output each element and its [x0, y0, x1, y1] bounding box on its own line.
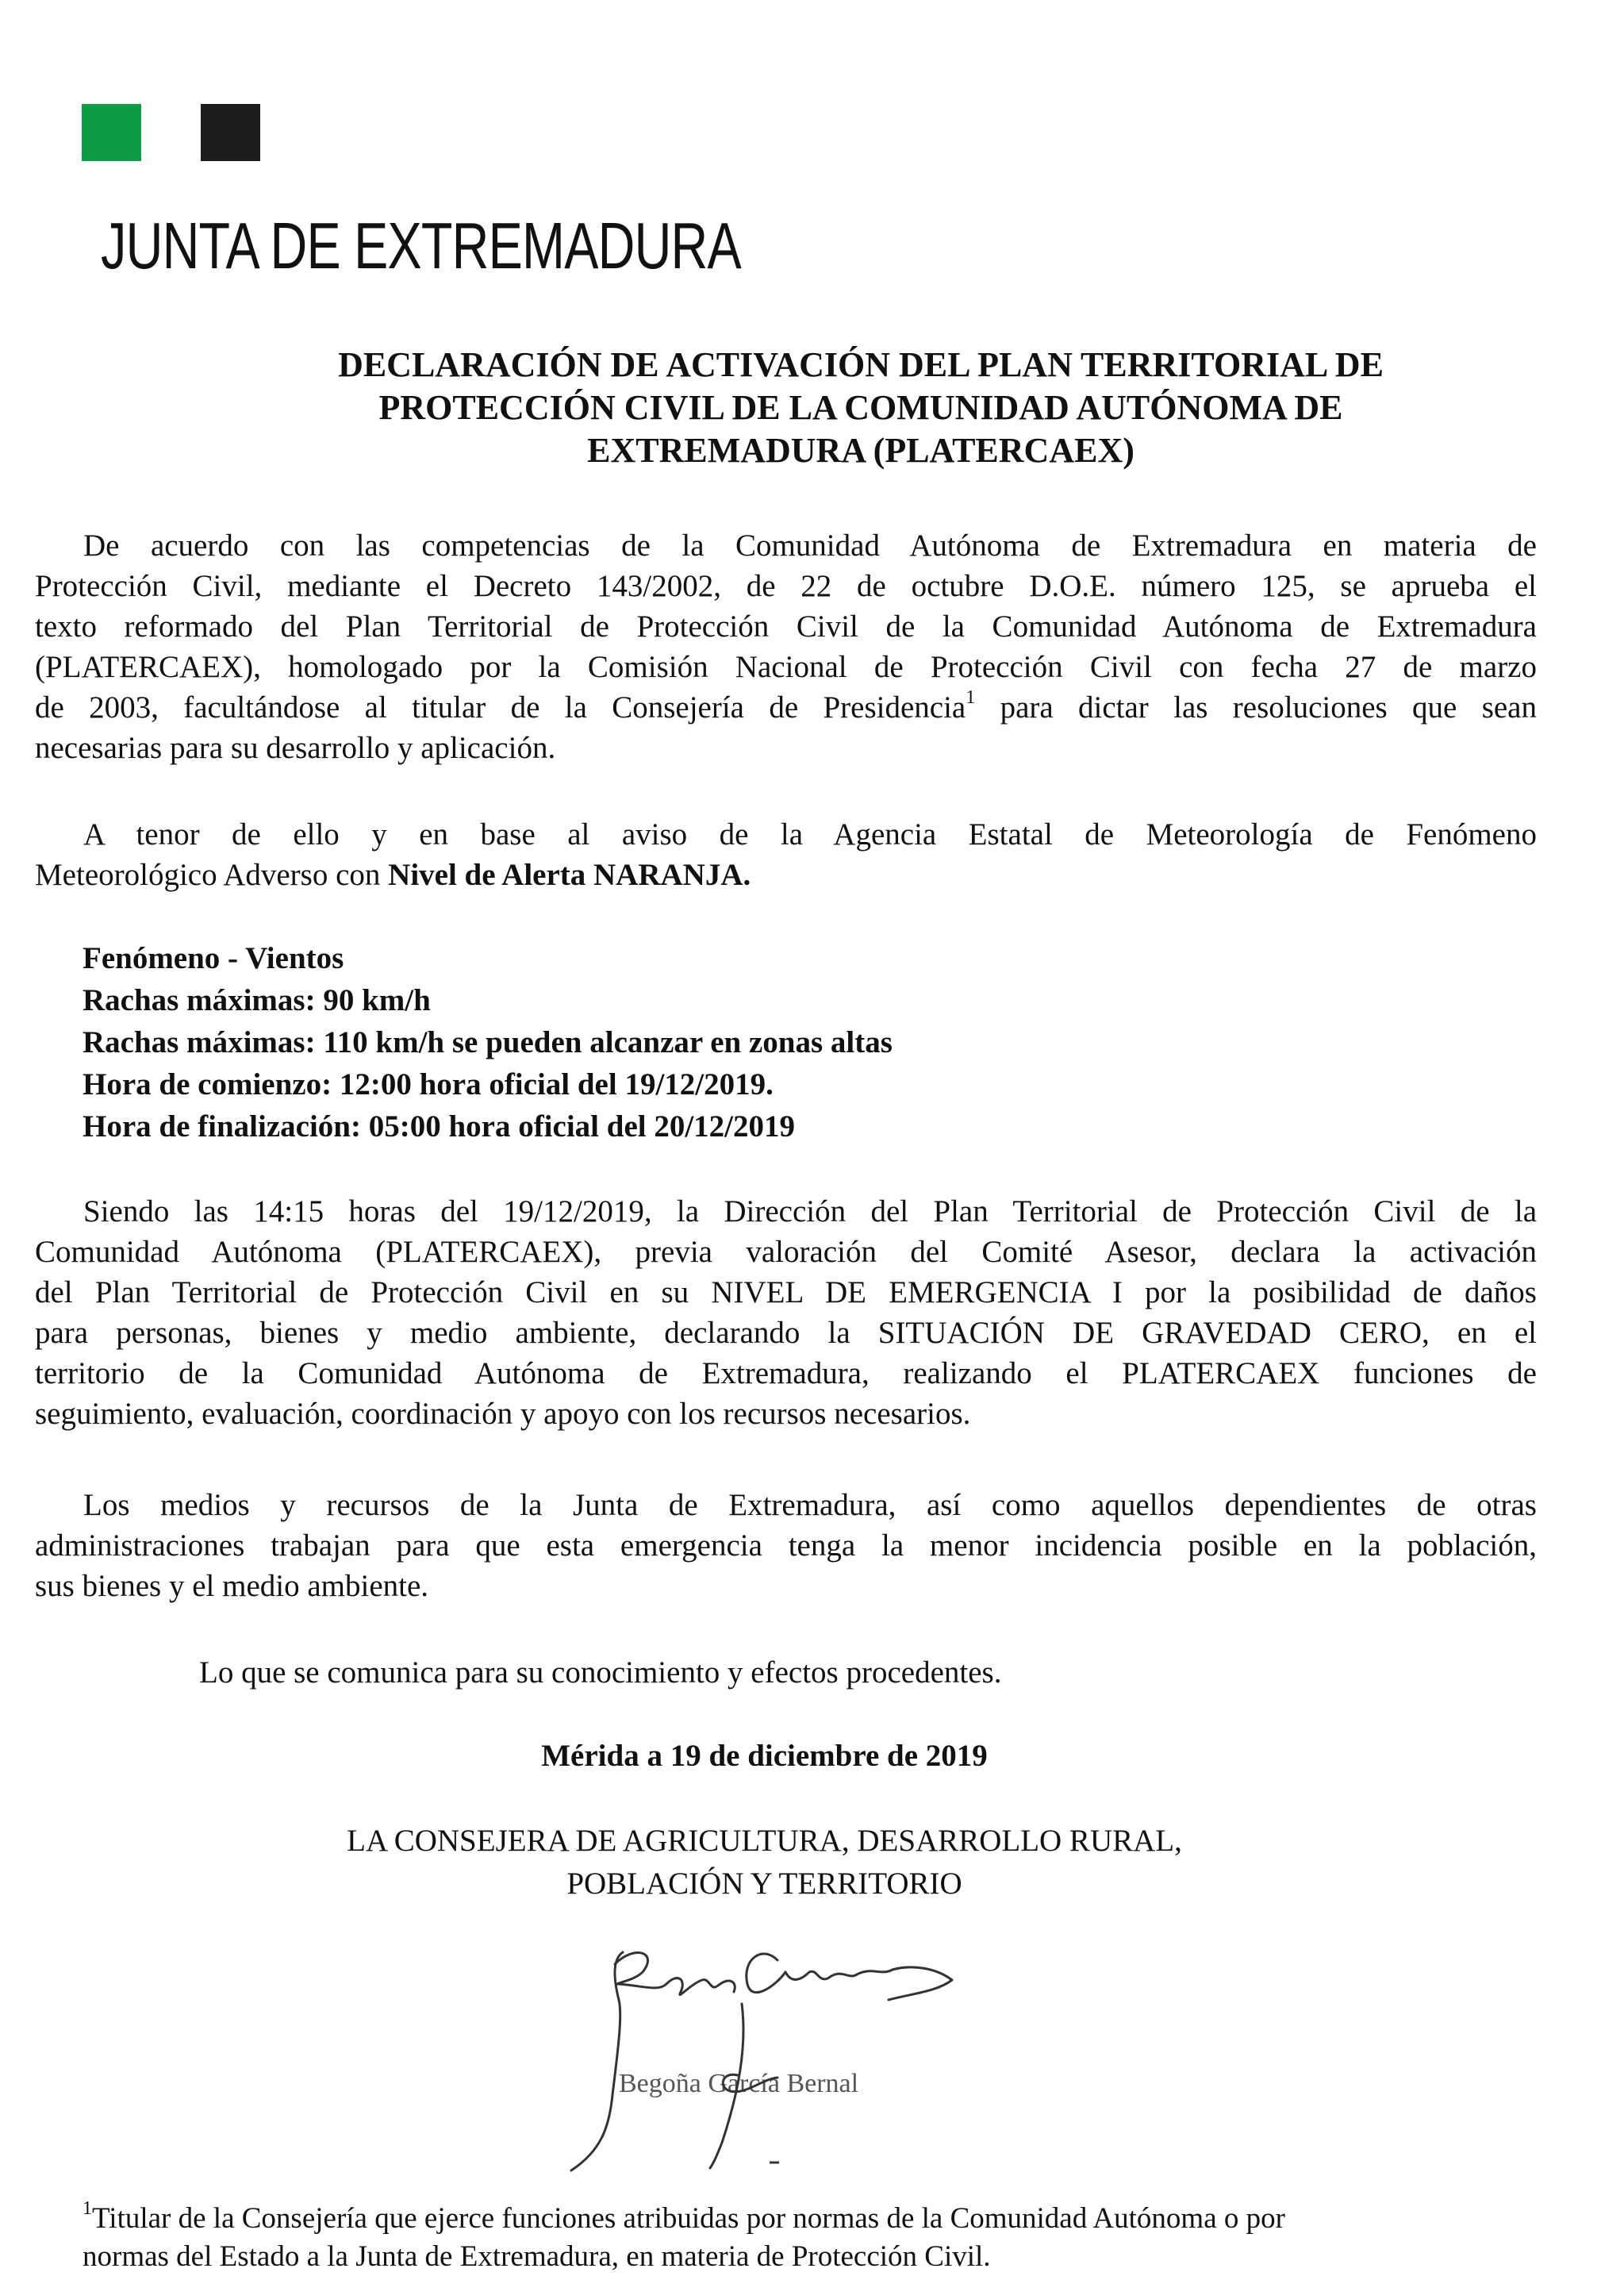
alert-item: Rachas máximas: 110 km/h se pueden alcanzar en zonas altas: [83, 1025, 893, 1059]
paragraph-line: [35, 687, 1537, 728]
logo-black-square: [201, 104, 260, 161]
signer-stamp-name: Begoña García Bernal: [619, 2069, 859, 2098]
signature-stroke: [889, 1967, 952, 2000]
footnote-ref: 1: [966, 687, 976, 708]
footnote: [83, 2197, 1495, 2276]
paragraph-line: A tenor de ello y en base al aviso de la Agencia Estatal de Meteorología de Fenómeno: [83, 817, 1537, 852]
paragraph-1: [35, 525, 1537, 768]
logo-green-square: [82, 104, 141, 161]
handwritten-signature: [539, 1936, 984, 2174]
signer-title-line: POBLACIÓN Y TERRITORIO: [566, 1867, 962, 1901]
place-date: Mérida a 19 de diciembre de 2019: [541, 1739, 988, 1773]
footnote-mark: 1: [83, 2197, 92, 2219]
paragraph-line: para personas, bienes y medio ambiente, declarando la SITUACIÓN DE GRAVEDAD CERO, en el: [35, 1316, 1537, 1350]
paragraph-line: del Plan Territorial de Protección Civil en su NIVEL DE EMERGENCIA I por la posibilidad de daños: [35, 1275, 1537, 1309]
signature-stroke: [747, 1954, 785, 1993]
alert-item: Rachas máximas: 90 km/h: [83, 983, 431, 1017]
paragraph-line: administraciones trabajan para que esta emergencia tenga la menor incidencia posible en la población,: [35, 1528, 1537, 1563]
paragraph-line: De acuerdo con las competencias de la Comunidad Autónoma de Extremadura en materia de: [83, 529, 1537, 563]
text-fragment: de 2003, facultándose al titular de la Consejería de Presidencia: [35, 690, 966, 725]
title-line: DECLARACIÓN DE ACTIVACIÓN DEL PLAN TERRITORIAL DE: [338, 345, 1384, 384]
title-line: PROTECCIÓN CIVIL DE LA COMUNIDAD AUTÓNOMA DE: [378, 388, 1343, 427]
text-fragment: Titular de la Consejería que ejerce funciones atribuidas por normas de la Comunidad Autónoma o por: [92, 2202, 1285, 2235]
paragraph-line: territorio de la Comunidad Autónoma de Extremadura, realizando el PLATERCAEX funciones de: [35, 1356, 1537, 1390]
paragraph-line: texto reformado del Plan Territorial de Protección Civil de la Comunidad Autónoma de Extremadura: [35, 609, 1537, 644]
alert-level: Nivel de Alerta NARANJA.: [388, 858, 751, 892]
footnote-line: [83, 2197, 1495, 2238]
paragraph-line: seguimiento, evaluación, coordinación y apoyo con los recursos necesarios.: [35, 1397, 971, 1431]
text-fragment: para dictar las resoluciones que sean: [975, 690, 1537, 725]
footnote-line: normas del Estado a la Junta de Extremadura, en materia de Protección Civil.: [83, 2240, 991, 2273]
signature-stroke: [615, 1953, 666, 1988]
paragraph-line: necesarias para su desarrollo y aplicación.: [35, 731, 556, 765]
paragraph-3: [35, 1191, 1537, 1434]
paragraph-line: (PLATERCAEX), homologado por la Comisión Nacional de Protección Civil con fecha 27 de marzo: [35, 650, 1537, 684]
paragraph-line: [35, 855, 1537, 895]
paragraph-line: Los medios y recursos de la Junta de Extremadura, así como aquellos dependientes de otras: [83, 1488, 1537, 1522]
signature-stroke: [666, 1978, 735, 1995]
closing-line: Lo que se comunica para su conocimiento y efectos procedentes.: [199, 1655, 1002, 1690]
alert-item: Fenómeno - Vientos: [83, 941, 344, 975]
paragraph-4: [35, 1485, 1537, 1606]
alert-item: Hora de comienzo: 12:00 hora oficial del 19/12/2019.: [83, 1067, 774, 1101]
paragraph-line: Siendo las 14:15 horas del 19/12/2019, la Dirección del Plan Territorial de Protección Civil de la: [83, 1194, 1537, 1228]
title-line: EXTREMADURA (PLATERCAEX): [587, 431, 1134, 470]
paragraph-line: Protección Civil, mediante el Decreto 143/2002, de 22 de octubre D.O.E. número 125, se aprueba el: [35, 569, 1537, 603]
signature-stroke: [571, 1952, 623, 2170]
document-title: [143, 344, 1579, 472]
paragraph-2: [35, 814, 1537, 895]
logo-text: JUNTA DE EXTREMADURA: [101, 209, 741, 283]
paragraph-line: Comunidad Autónoma (PLATERCAEX), previa valoración del Comité Asesor, declara la activación: [35, 1235, 1537, 1269]
alert-item: Hora de finalización: 05:00 hora oficial del 20/12/2019: [83, 1109, 796, 1144]
signature-stroke: [785, 1970, 893, 1979]
text-fragment: Meteorológico Adverso con: [35, 858, 389, 892]
signer-title-line: LA CONSEJERA DE AGRICULTURA, DESARROLLO RURAL,: [347, 1824, 1182, 1858]
paragraph-line: sus bienes y el medio ambiente.: [35, 1569, 429, 1603]
